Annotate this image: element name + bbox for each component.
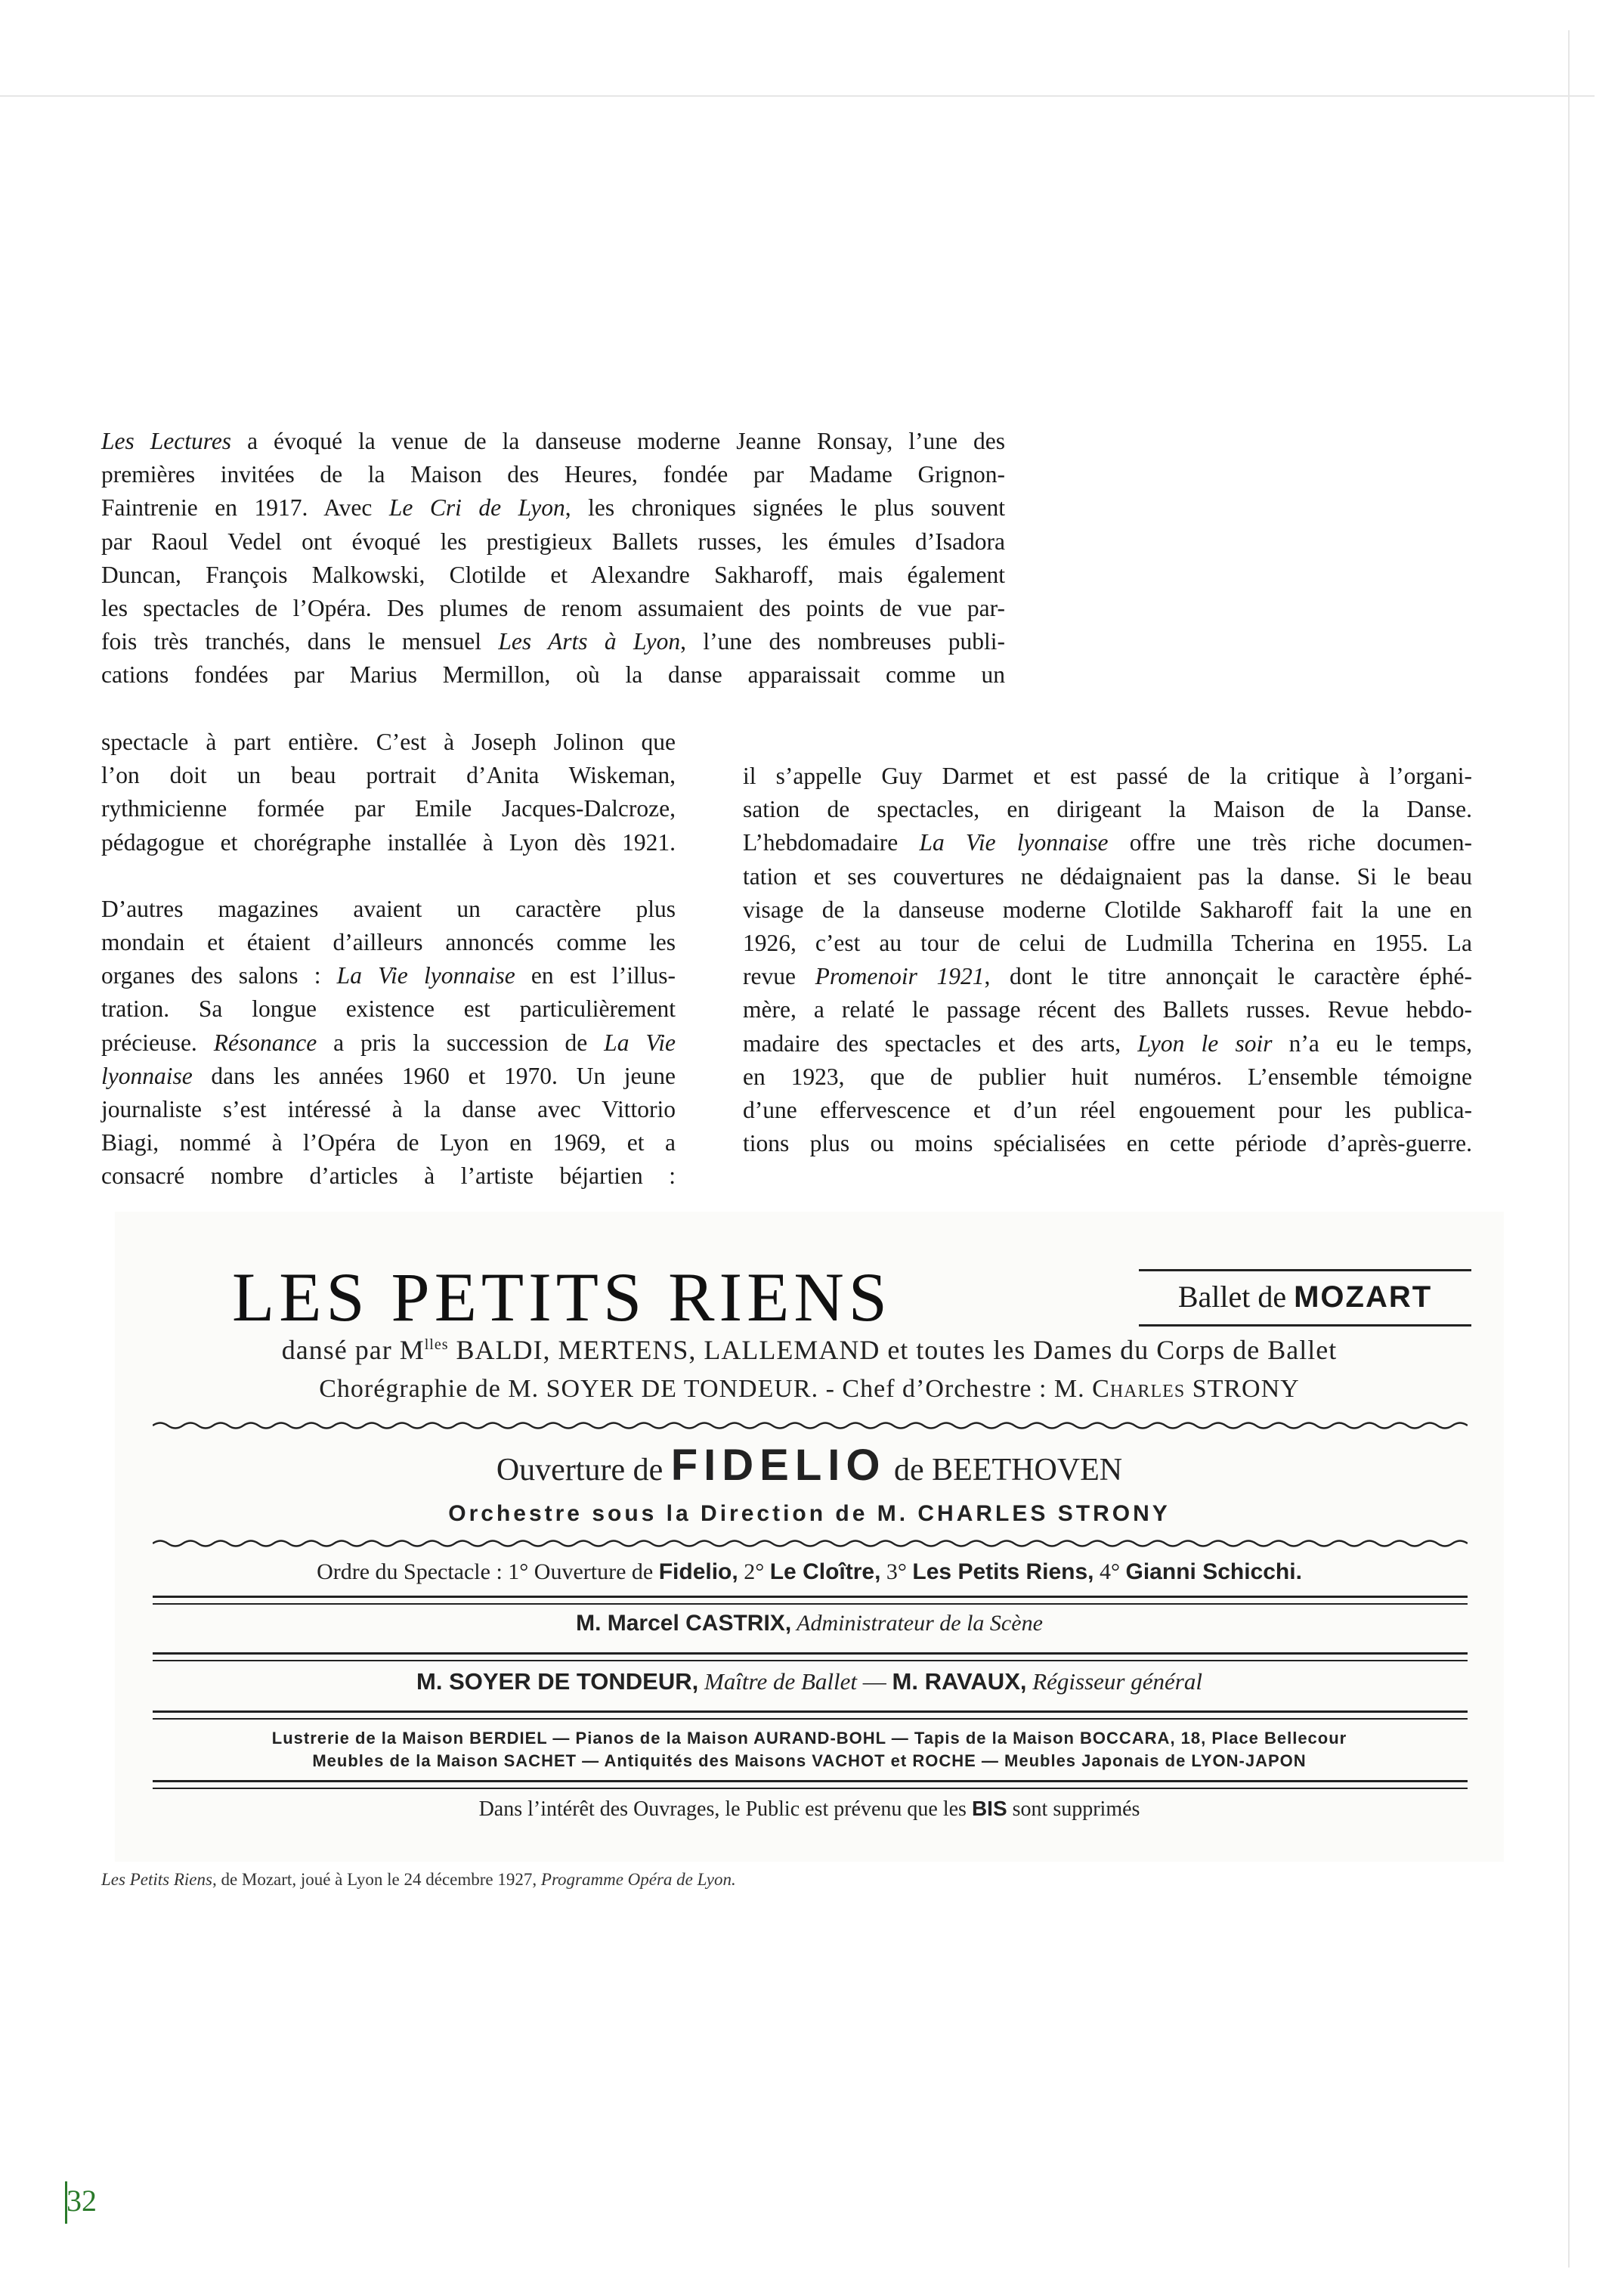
text-line: mondain et étaient d’ailleurs annoncés comme les [101, 928, 676, 955]
programme-credits-line-1: Lustrerie de la Maison BERDIEL — Pianos de la Maison AURAND-BOHL — Tapis de la Maison BOCCARA, 18, Place Bellecour [271, 1729, 1347, 1748]
programme-bis-line: Dans l’intérêt des Ouvrages, le Public est prévenu que les BIS sont supprimés [478, 1797, 1140, 1821]
text-line: consacré nombre d’articles à l’artiste béjartien : [101, 1162, 676, 1190]
text-line: fois très tranchés, dans le mensuel Les Arts à Lyon, l’une des nombreuses publi- [101, 628, 1006, 655]
intro-paragraph [101, 425, 1005, 692]
right-column [743, 760, 1472, 1160]
programme-image [115, 1212, 1504, 1862]
text-line: spectacle à part entière. C’est à Joseph Jolinon que [101, 729, 676, 755]
text-line: D’autres magazines avaient un caractère plus [101, 895, 676, 922]
double-rule-2 [153, 1652, 1468, 1661]
text-line: précieuse. Résonance a pris la succession de La Vie [101, 1029, 676, 1056]
wavy-rule-1 [153, 1419, 1468, 1432]
text-line: rythmicienne formée par Emile Jacques-Dalcroze, [101, 795, 676, 822]
programme-orchestre-line: Orchestre sous la Direction de M. CHARLES STRONY [448, 1501, 1171, 1526]
double-rule-1 [153, 1596, 1468, 1605]
text-line: Les Lectures a évoqué la venue de la danseuse moderne Jeanne Ronsay, l’une des [101, 428, 1006, 454]
double-rule-3 [153, 1710, 1468, 1720]
text-line: journaliste s’est intéressé à la danse avec Vittorio [101, 1095, 676, 1122]
text-line: organes des salons : La Vie lyonnaise en est l’illus- [101, 962, 676, 989]
text-line: L’hebdomadaire La Vie lyonnaise offre une très riche documen- [743, 829, 1472, 856]
text-line: il s’appelle Guy Darmet et est passé de la critique à l’organi- [743, 763, 1472, 789]
text-line: revue Promenoir 1921, dont le titre annonçait le caractère éphé- [743, 963, 1472, 990]
programme-castrix-line: M. Marcel CASTRIX, Administrateur de la Scène [576, 1611, 1043, 1636]
text-line: en 1923, que de publier huit numéros. L’ensemble témoigne [743, 1063, 1472, 1090]
text-line: madaire des spectacles et des arts, Lyon le soir n’a eu le temps, [743, 1029, 1472, 1057]
programme-credits-line-2: Meubles de la Maison SACHET — Antiquités des Maisons VACHOT et ROCHE — Meubles Japonais de LYON-JAPON [312, 1751, 1307, 1770]
programme-title-row [232, 1257, 1433, 1336]
programme-ordre-line: Ordre du Spectacle : 1° Ouverture de Fidelio, 2° Le Cloître, 3° Les Petits Riens, 4° Gianni Schicchi. [317, 1559, 1302, 1584]
text-line: Biagi, nommé à l’Opéra de Lyon en 1969, et a [101, 1129, 676, 1156]
wavy-rule-2 [153, 1537, 1468, 1550]
text-line: tions plus ou moins spécialisées en cette période d’après-guerre. [743, 1130, 1472, 1157]
left-column [101, 726, 676, 1193]
right-margin-line [1568, 30, 1570, 2268]
programme-subtitle-box [1139, 1269, 1471, 1327]
programme-soyer-line: M. SOYER DE TONDEUR, Maître de Ballet — M. RAVAUX, Régisseur général [416, 1668, 1202, 1695]
text-line: les spectacles de l’Opéra. Des plumes de renom assumaient des points de vue par- [101, 594, 1005, 621]
text-line: mère, a relaté le passage récent des Ballets russes. Revue hebdo- [743, 996, 1472, 1023]
text-line: 1926, c’est au tour de celui de Ludmilla Tcherina en 1955. La [743, 929, 1472, 956]
text-line: Faintrenie en 1917. Avec Le Cri de Lyon, les chroniques signées le plus souvent [101, 494, 1005, 522]
left-paragraph-1 [101, 726, 676, 859]
text-line: lyonnaise dans les années 1960 et 1970. Un jeune [101, 1062, 676, 1089]
top-margin-line [0, 95, 1595, 97]
text-line: sation de spectacles, en dirigeant la Maison de la Danse. [743, 796, 1472, 823]
text-line: pédagogue et chorégraphe installée à Lyon dès 1921. [101, 828, 676, 856]
text-line: premières invitées de la Maison des Heures, fondée par Madame Grignon- [101, 461, 1005, 488]
text-line: tation et ses couvertures ne dédaignaient pas la danse. Si le beau [743, 862, 1472, 890]
programme-subtitle: Ballet de MOZART [1177, 1280, 1433, 1314]
text-line: d’une effervescence et d’un réel engouement pour les publica- [743, 1096, 1472, 1123]
double-rule-4 [153, 1780, 1468, 1789]
left-paragraph-2 [101, 893, 676, 1193]
page-number: 32 [67, 2184, 97, 2218]
right-paragraph [743, 760, 1472, 1160]
text-line: visage de la danseuse moderne Clotilde Sakharoff fait la une en [743, 896, 1472, 923]
figure-caption: Les Petits Riens, de Mozart, joué à Lyon le 24 décembre 1927, Programme Opéra de Lyon. [101, 1870, 736, 1889]
programme-ouverture-line: Ouverture de FIDELIO de BEETHOVEN [496, 1441, 1123, 1490]
text-line: tration. Sa longue existence est particulièrement [101, 995, 676, 1023]
programme-title: LES PETITS RIENS [232, 1258, 892, 1336]
programme-choreography-line: Chorégraphie de M. SOYER DE TONDEUR. - Chef d’Orchestre : M. Charles STRONY [319, 1375, 1300, 1403]
text-line: par Raoul Vedel ont évoqué les prestigieux Ballets russes, les émules d’Isadora [101, 528, 1005, 555]
text-line: l’on doit un beau portrait d’Anita Wiskeman, [101, 762, 676, 789]
text-line: cations fondées par Marius Mermillon, où la danse apparaissait comme un [101, 661, 1005, 689]
programme-dancers-line: dansé par $M^{lles}$ BALDI, MERTENS, LALLEMAND et toutes les Dames du Corps de Ballet [281, 1335, 1338, 1365]
text-line: Duncan, François Malkowski, Clotilde et Alexandre Sakharoff, mais également [101, 561, 1005, 588]
